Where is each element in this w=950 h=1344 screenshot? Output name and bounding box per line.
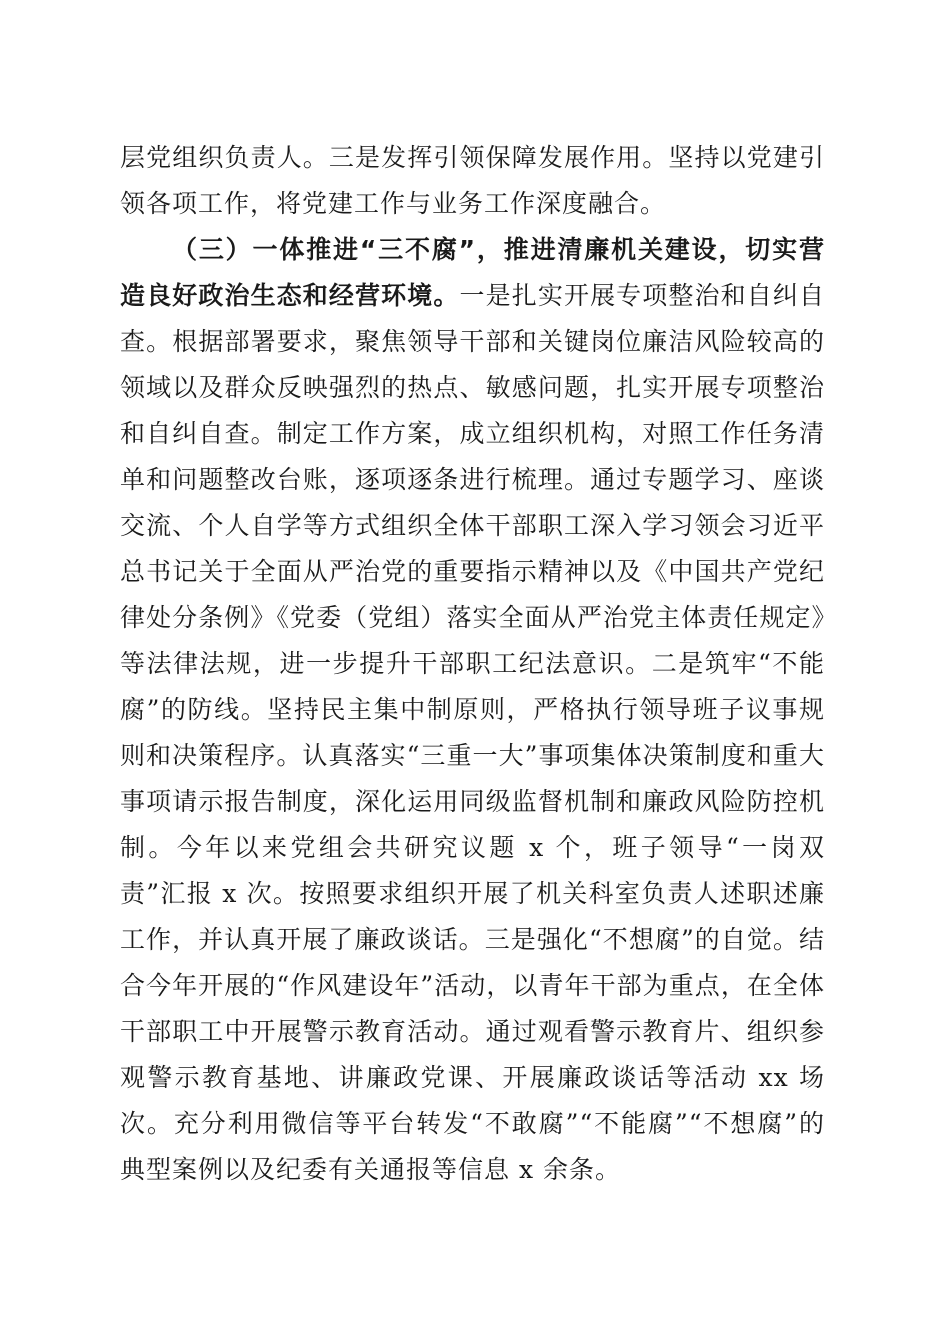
paragraph-text: 一是扎实开展专项整治和自纠自查。根据部署要求，聚焦领导干部和关键岗位廉洁风险较高的领域以及群众反映强烈的热点、敏感问题，扎实开展专项整治和自纠自查。制定工作方案，成立组织机构，对照工作任务清单和问题整改台账，逐项逐条进行梳理。通过专题学习、座谈交流、个人自学等方式组织全体干部职工深入学习领会习近平总书记关于全面从严治党的重要指示精神以及《中国共产党纪律处分条例》《党委（党组）落实全面从严治党主体责任规定》等法律法规，进一步提升干部职工纪法意识。二是筑牢“不能腐”的防线。坚持民主集中制原则，严格执行领导班子议事规则和决策程序。认真落实“三重一大”事项集体决策制度和重大事项请示报告制度，深化运用同级监督机制和廉政风险防控机制。今年以来党组会共研究议题 x 个，班子领导“一岗双责”汇报 x 次。按照要求组织开展了机关科室负责人述职述廉工作，并认真开展了廉政谈话。三是强化“不想腐”的自觉。结合今年开展的“作风建设年”活动，以青年干部为重点，在全体干部职工中开展警示教育活动。通过观看警示教育片、组织参观警示教育基地、讲廉政党课、开展廉政谈话等活动 xx 场次。充分利用微信等平台转发“不敢腐”“不能腐”“不想腐”的典型案例以及纪委有关通报等信息 x 余条。 (120, 281, 825, 1184)
paragraph-continuation (120, 135, 825, 227)
paragraph-section-three (120, 227, 825, 1193)
paragraph-text: 层党组织负责人。三是发挥引领保障发展作用。坚持以党建引领各项工作，将党建工作与业务工作深度融合。 (120, 143, 825, 218)
section-heading: （三）一体推进“三不腐”，推进清廉机关建设，切实营造良好政治生态和经营环境。 (120, 235, 825, 310)
document-body (120, 135, 825, 1193)
